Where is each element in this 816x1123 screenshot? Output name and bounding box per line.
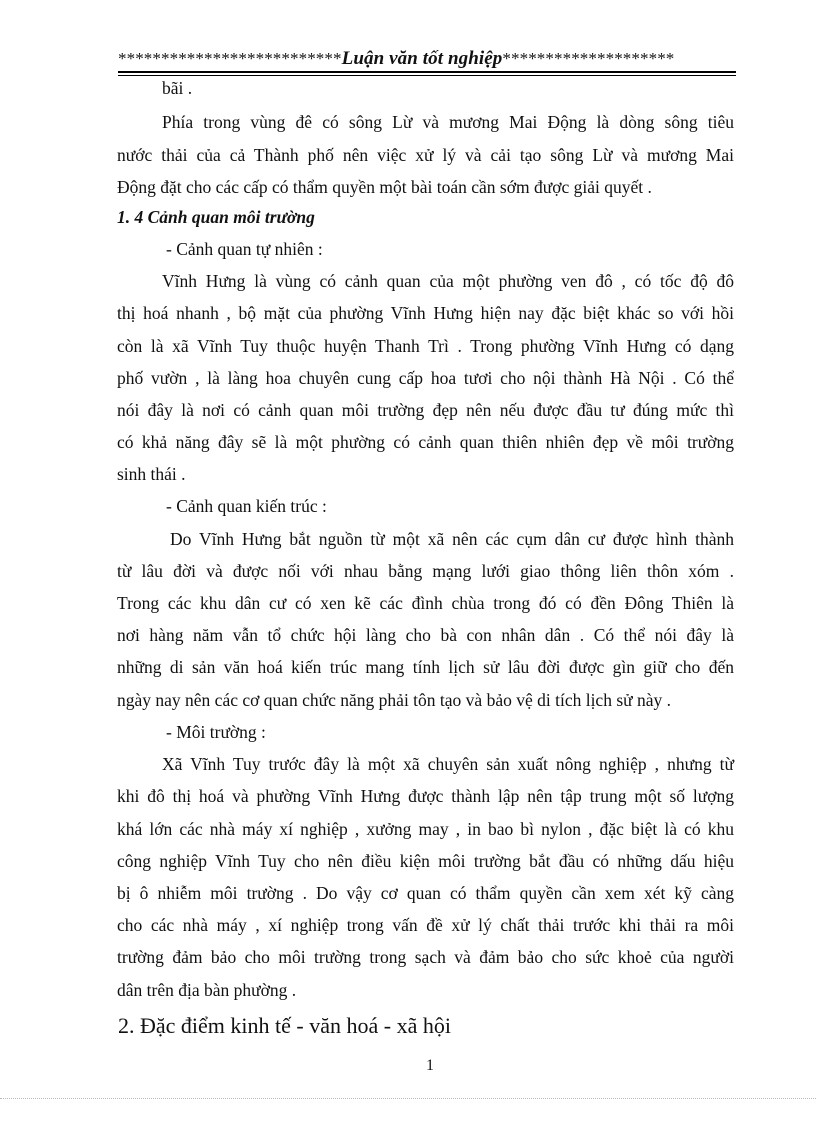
header-rule-thick: [118, 71, 736, 73]
section-heading-2: 2. Đặc điểm kinh tế - văn hoá - xã hội: [118, 1013, 451, 1038]
text-line: có khả năng đây sẽ là một phường có cảnh quan thiên nhiên đẹp về môi trường: [117, 432, 734, 452]
text-line: khá lớn các nhà máy xí nghiệp , xưởng may , in bao bì nylon , đặc biệt là có khu: [117, 819, 734, 839]
header-title: Luận văn tốt nghiệp: [341, 48, 503, 69]
text-line: công nghiệp Vĩnh Tuy cho nên điều kiện môi trường bắt đầu có những dấu hiệu: [117, 851, 734, 871]
text-line: ngày nay nên các cơ quan chức năng phải tôn tạo và bảo vệ di tích lịch sử này .: [117, 690, 672, 710]
page-bottom-border: [0, 1098, 816, 1099]
text-line: nói đây là nơi có cảnh quan môi trường đẹp nên nếu được đầu tư đúng mức thì: [117, 400, 734, 420]
header-stars-right: ********************: [502, 49, 675, 68]
text-line: thị hoá nhanh , bộ mặt của phường Vĩnh Hưng hiện nay đặc biệt khác so với hồi: [117, 303, 734, 323]
text-line: Vĩnh Hưng là vùng có cảnh quan của một phường ven đô , có tốc độ đô: [162, 271, 734, 291]
text-line: Xã Vĩnh Tuy trước đây là một xã chuyên sản xuất nông nghiệp , nhưng từ: [162, 754, 734, 774]
text-line: từ lâu đời và được nối với nhau bằng mạng lưới giao thông liên thôn xóm .: [117, 561, 734, 581]
text-line: còn là xã Vĩnh Tuy thuộc huyện Thanh Trì . Trong phường Vĩnh Hưng có dạng: [117, 336, 734, 356]
text-line: nước thải của cả Thành phố nên việc xử lý và cải tạo sông Lừ và mương Mai: [117, 145, 734, 165]
text-line: khi đô thị hoá và phường Vĩnh Hưng được thành lập nên tập trung một số lượng: [117, 786, 734, 806]
text-line: bãi .: [162, 78, 193, 98]
text-line: những di sản văn hoá kiến trúc mang tính lịch sử lâu đời được gìn giữ cho đến: [117, 657, 734, 677]
header-rule-thin: [118, 75, 736, 76]
running-header: [118, 48, 736, 70]
subheading-architecture: - Cảnh quan kiến trúc :: [166, 496, 327, 516]
text-line: Trong các khu dân cư có xen kẽ các đình chùa trong đó có đền Đông Thiên là: [117, 593, 734, 613]
text-line: bị ô nhiễm môi trường . Do vậy cơ quan có thẩm quyền cần xem xét kỹ càng: [117, 883, 734, 903]
text-line: phố vườn , là làng hoa chuyên cung cấp hoa tươi cho nội thành Hà Nội . Có thể: [117, 368, 734, 388]
text-line: Động đặt cho các cấp có thẩm quyền một bài toán cần sớm được giải quyết .: [117, 177, 652, 197]
text-line: trường đảm bảo cho môi trường trong sạch và đảm bảo cho sức khoẻ của người: [117, 947, 734, 967]
subheading-environment: - Môi trường :: [166, 722, 266, 742]
text-line: nơi hàng năm vẫn tổ chức hội làng cho bà con nhân dân . Có thể nói đây là: [117, 625, 734, 645]
page-number: 1: [426, 1057, 434, 1074]
text-line: sinh thái .: [117, 464, 186, 484]
text-line: dân trên địa bàn phường .: [117, 980, 297, 1000]
text-line: Phía trong vùng đê có sông Lừ và mương Mai Động là dòng sông tiêu: [162, 112, 734, 132]
subheading-natural: - Cảnh quan tự nhiên :: [166, 239, 323, 259]
text-line: Do Vĩnh Hưng bắt nguồn từ một xã nên các cụm dân cư được hình thành: [170, 529, 734, 549]
header-stars-left: **************************: [118, 49, 342, 68]
text-line: cho các nhà máy , xí nghiệp trong vấn đề xử lý chất thải trước khi thải ra môi: [117, 915, 734, 935]
heading-1-4: 1. 4 Cảnh quan môi trường: [117, 207, 315, 227]
